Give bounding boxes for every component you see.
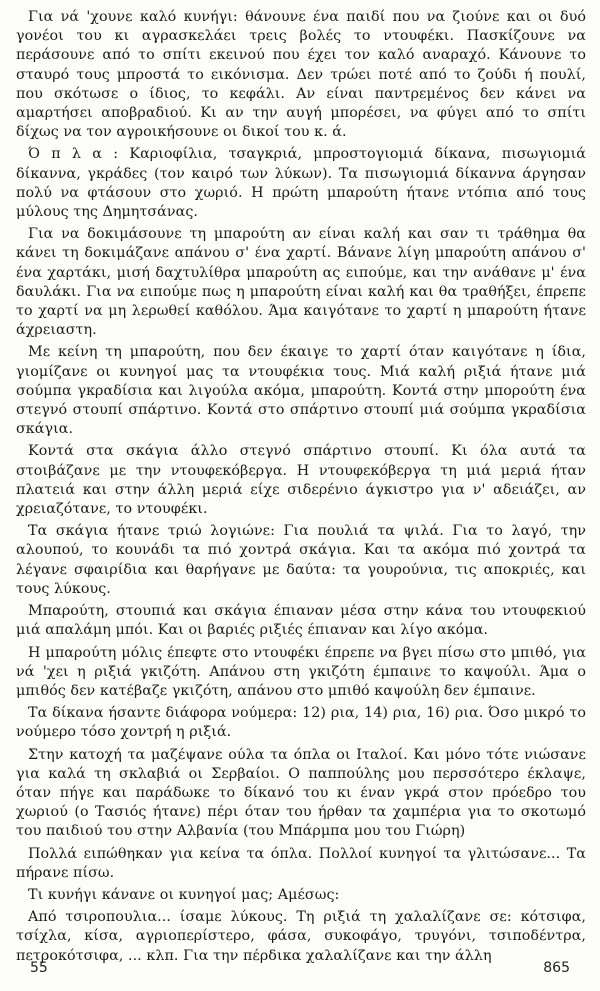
paragraph-gunpowder-test: Για να δοκιμάσουνε τη μπαρούτη αν είναι καλή και σαν τι τράθημα θα κάνει τη δοκιμάζανε απάνου σ' ένα χαρτί. Βάνανε λίγη μπαρούτη απάνου σ' ένα χαρτάκι, μισή δαχτυλίθρα μπαρούτη ας ειπούμε, και την ανάθανε μ' ένα δαυλάκι. Για να ειπούμε πως η μπαρούτη είναι καλή και θα τραθήξει, έπρεπε το χαρτί να μη λερωθεί καθόλου. Άμα καιγότανε το χαρτί η μπαρούτη ήτανε άχρειαστη. [16, 226, 586, 339]
paragraph-game-question: Τι κυνήγι κάνανε οι κυνηγοί μας; Αμέσως: [28, 886, 340, 903]
paragraph-occupation: Στην κατοχή τα μαζέψανε ούλα τα όπλα οι Ιταλοί. Και μόνο τότε νιώσανε για καλά τη σκλαβιά οι Σερβαίοι. Ο παππούλης μου περσσότερο έκλαψε, όταν πήγε και παράδωκε το δίκανό του κι έναν γκρά στον πρόεδρο του χωριού (ο Τασιός ήτανε) πέρι όταν του ήρθαν τα χαμπέρια για το σκοτωμό του παιδιού του στην Αλβανία (του Μπάρμπα μου του Γιώρη) [16, 746, 586, 840]
page-number-right: 865 [543, 960, 570, 976]
paragraph-gauges: Τα δίκανα ήσαντε διάφορα νούμερα: 12) ρια, 14) ρια, 16) ρια. Όσο μικρό το νούμερο τόσο χοντρή η ριξιά. [16, 705, 586, 741]
paragraph-ramrod: Κοντά στα σκάγια άλλο στεγνό σπάρτινο στουπί. Κι όλα αυτά τα στοιβάζανε με την ντουφεκόβεργα. Η ντουφεκόβεργα τη μιά μεριά ήταν πλατειά και στην άλλη μεριά είχε σιδερένιο άγκιστρο για ν' αδειάζει, αν χρειαζότανε, το ντουφέκι. [16, 443, 586, 518]
body-text [16, 8, 586, 969]
page-footer [0, 960, 600, 984]
paragraph-weapons: Ό π λ α : Καριοφίλια, τσαγκριά, μπροστογιομιά δίκανα, πισωγιομιά δίκαννα, γκράδες (τον καιρό των λύκων). Τα πισωγιομιά δίκαννα άργησαν πολύ να φτάσουν στο χωριό. Η πρώτη μπαρούτη ήτανε ντόπια από τους μύλους της Δημητσάνας. [16, 146, 586, 221]
paragraph-saved-guns: Πολλά ειπώθηκαν για κείνα τα όπλα. Πολλοί κυνηγοί τα γλιτώσανε... Τα πήρανε πίσω. [16, 845, 586, 881]
paragraph-cap: Η μπαρούτη μόλις έπεφτε στο ντουφέκι έπρεπε να βγει πίσω στο μπιθό, για νά 'χει η ριξιά γκιζότη. Απάνου στη γκιζότη έμπαινε το καψούλι. Άμα ο μπιθός δεν κατέβαζε γκιζότη, απάνου στο μπιθό καψούλη δεν έμπαινε. [16, 644, 586, 699]
paragraph-shot-types: Τα σκάγια ήτανε τριώ λογιώνε: Για πουλιά τα ψιλά. Για το λαγό, την αλουπού, το κουνάδι τα πιό χοντρά σκάγια. Και τα ακόμα πιό χοντρά τα λέγανε σφαιρίδια και θαρήγανε με δαύτα: τα γουρούνια, τις αποκριές, και τους λύκους. [16, 523, 586, 597]
paragraph-loading: Με κείνη τη μπαρούτη, που δεν έκαιγε το χαρτί όταν καιγότανε η ίδια, γιομίζανε οι κυνηγοί μας τα ντουφέκια τους. Μιά καλή ριξιά ήτανε μιά σούμπα γκραδίσια και λιγούλα ακόμα, μπαρούτη. Κοντά στην μπορούτη ένα στεγνό στουπί σπάρτινο. Κοντά στο σπάρτινο στουπί μιά σούμπα γκραδίσια σκάγια. [16, 344, 586, 438]
paragraph-charge-size: Μπαρούτη, στουπιά και σκάγια έπιαναν μέσα στην κάνα του ντουφεκιού μιά απαλάμη μπόι. Και οι βαριές ριξιές έπιαναν και λίγο ακόμα. [16, 603, 586, 639]
paragraph-hunting-customs: Για νά 'χουνε καλό κυνήγι: θάνουνε ένα παιδί που να ζιούνε και οι δυό γονέοι του κι αγρασκελάει τρεις βολές το ντουφέκι. Πασκίζουνε να περάσουνε από το σπίτι εκεινού που έχει τον καλό αναραχό. Κάνουνε το σταυρό τους μπροστά το εικόνισμα. Δεν τρώει ποτέ από το ζούδι ή πουλί, που σκότωσε ο ίδιος, το κεφάλι. Αν είναι παντρεμένος δεν κάνει να αμαρτήσει αποβραδιού. Κι αν την αυγή μπορέσει, να φύγει από το σπίτι δίχως να τον αγροικήσουνε οι δικοί του κ. ά. [16, 9, 586, 141]
paragraph-game-list: Από τσιροπουλια... ίσαμε λύκους. Τη ριξιά τη χαλαλίζανε σε: κότσιφα, τσίχλα, κίσα, αγριοπερίστερο, φάσα, συκοφάγο, τρυγόνι, τσιποδέντρα, πετροκότσιφα, ... κλπ. Για την πέρδικα χαλαλίζανε και την άλλη [16, 909, 586, 964]
page-number-left: 55 [30, 960, 48, 976]
